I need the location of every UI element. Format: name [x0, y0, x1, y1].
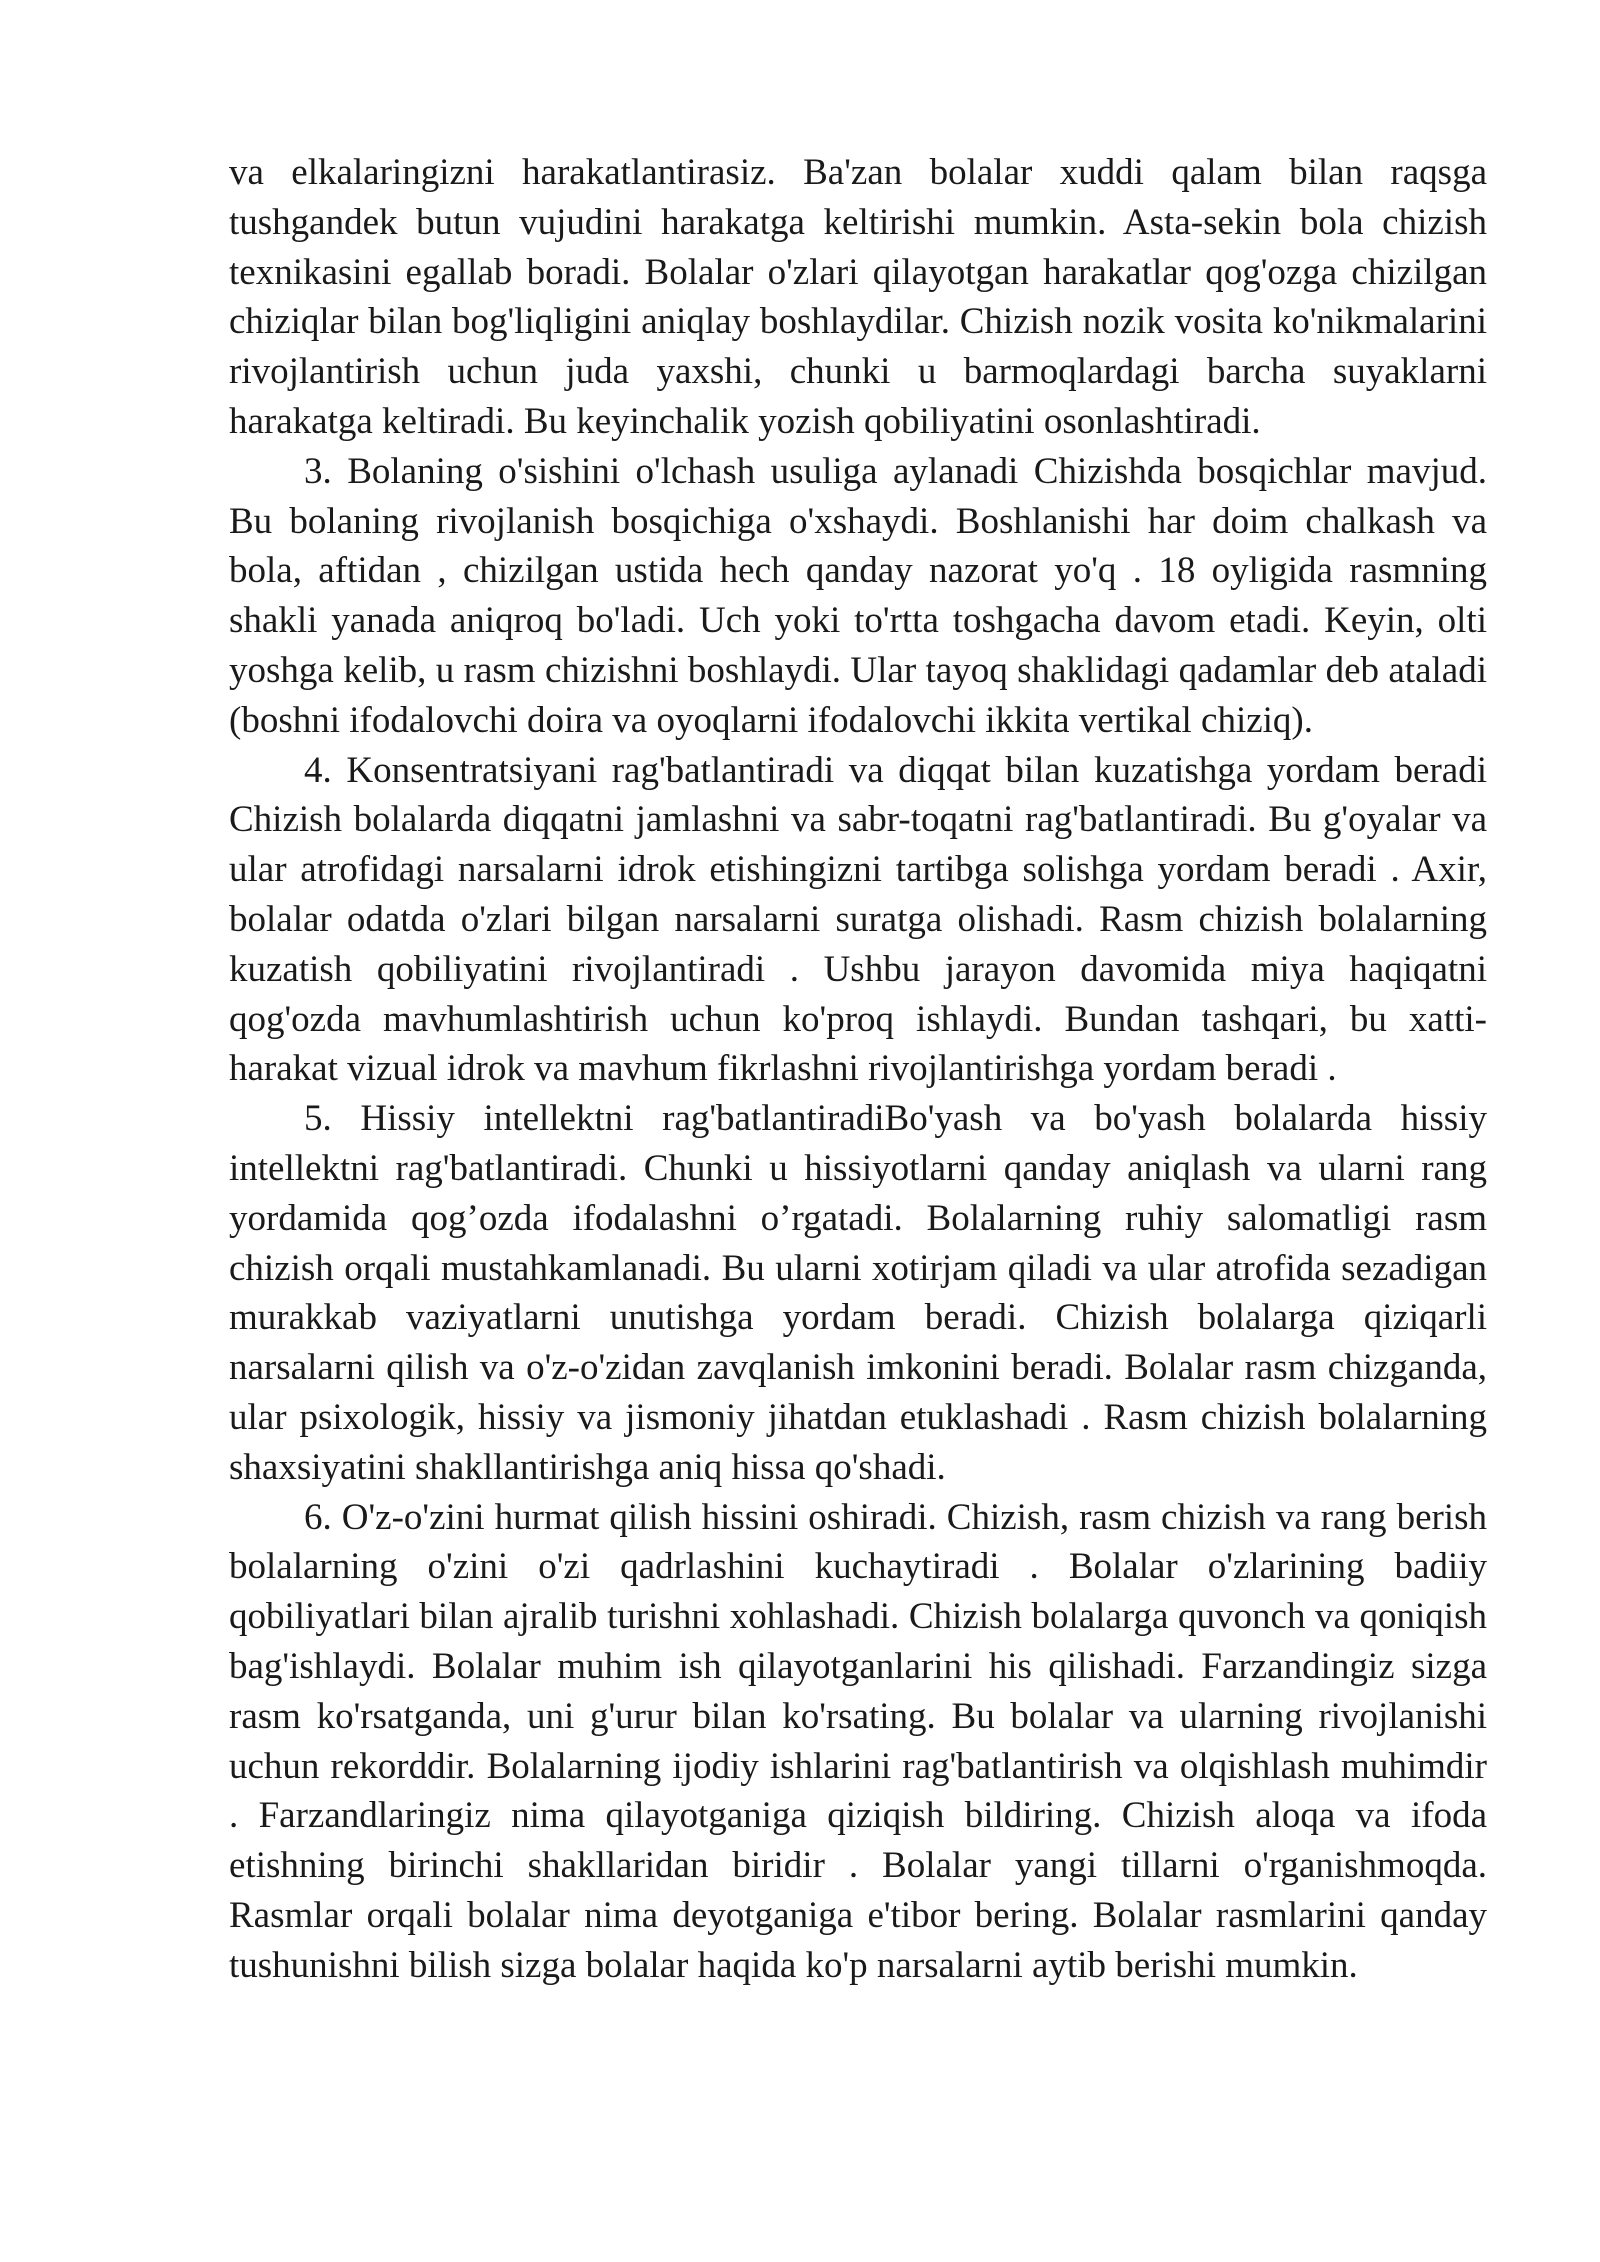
paragraph-continuation: va elkalaringizni harakatlantirasiz. Ba'zan bolalar xuddi qalam bilan raqsga tushgandek butun vujudini harakatga keltirishi mumkin. Asta-sekin bola chizish texnikasini egallab boradi. Bolalar o'zlari qilayotgan harakatlar qog'ozga chizilgan chiziqlar bilan bog'liqligini aniqlay boshlaydilar. Chizish nozik vosita ko'nikmalarini rivojlantirish uchun juda yaxshi, chunki u barmoqlardagi barcha suyaklarni harakatga keltiradi. Bu keyinchalik yozish qobiliyatini osonlashtiradi.	[229, 152, 1487, 442]
paragraph-item-3: 3. Bolaning o'sishini o'lchash usuliga aylanadi Chizishda bosqichlar mavjud. Bu bolaning rivojlanish bosqichiga o'xshaydi. Boshlanishi har doim chalkash va bola, aftidan , chizilgan ustida hech qanday nazorat yo'q . 18 oyligida rasmning shakli yanada aniqroq bo'ladi. Uch yoki to'rtta toshgacha davom etadi. Keyin, olti yoshga kelib, u rasm chizishni boshlaydi. Ular tayoq shaklidagi qadamlar deb ataladi (boshni ifodalovchi doira va oyoqlarni ifodalovchi ikkita vertikal chiziq).	[229, 450, 1487, 741]
paragraph-item-6: 6. O'z-o'zini hurmat qilish hissini oshiradi. Chizish, rasm chizish va rang berish bolalarning o'zini o'zi qadrlashini kuchaytiradi . Bolalar o'zlarining badiiy qobiliyatlari bilan ajralib turishni xohlashadi. Chizish bolalarga quvonch va qoniqish bag'ishlaydi. Bolalar muhim ish qilayotganlarini his qilishadi. Farzandingiz sizga rasm ko'rsatganda, uni g'urur bilan ko'rsating. Bu bolalar va ularning rivojlanishi uchun rekorddir. Bolalarning ijodiy ishlarini rag'batlantirish va olqishlash muhimdir . Farzandlaringiz nima qilayotganiga qiziqish bildiring. Chizish aloqa va ifoda etishning birinchi shakllaridan biridir . Bolalar yangi tillarni o'rganishmoqda. Rasmlar orqali bolalar nima deyotganiga e'tibor bering. Bolalar rasmlarini qanday tushunishni bilish sizga bolalar haqida ko'p narsalarni aytib berishi mumkin.	[229, 1496, 1487, 1986]
body-text	[229, 148, 1487, 1990]
paragraph-item-5: 5. Hissiy intellektni rag'batlantiradiBo'yash va bo'yash bolalarda hissiy intellektni rag'batlantiradi. Chunki u hissiyotlarni qanday aniqlash va ularni rang yordamida qog’ozda ifodalashni o’rgatadi. Bolalarning ruhiy salomatligi rasm chizish orqali mustahkamlanadi. Bu ularni xotirjam qiladi va ular atrofida sezadigan murakkab vaziyatlarni unutishga yordam beradi. Chizish bolalarga qiziqarli narsalarni qilish va o'z-o'zidan zavqlanish imkonini beradi. Bolalar rasm chizganda, ular psixologik, hissiy va jismoniy jihatdan etuklashadi . Rasm chizish bolalarning shaxsiyatini shakllantirishga aniq hissa qo'shadi.	[229, 1098, 1487, 1488]
paragraph-item-4: 4. Konsentratsiyani rag'batlantiradi va diqqat bilan kuzatishga yordam beradi Chizish bolalarda diqqatni jamlashni va sabr-toqatni rag'batlantiradi. Bu g'oyalar va ular atrofidagi narsalarni idrok etishingizni tartibga solishga yordam beradi . Axir, bolalar odatda o'zlari bilgan narsalarni suratga olishadi. Rasm chizish bolalarning kuzatish qobiliyatini rivojlantiradi . Ushbu jarayon davomida miya haqiqatni qog'ozda mavhumlashtirish uchun ko'proq ishlaydi. Bundan tashqari, bu xatti-harakat vizual idrok va mavhum fikrlashni rivojlantirishga yordam beradi .	[229, 749, 1487, 1090]
